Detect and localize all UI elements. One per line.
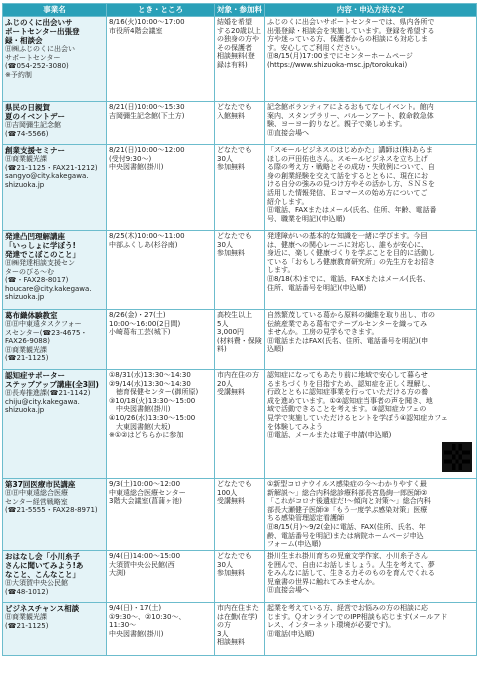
- organizer-line: ㊐吉岡彌生記念館: [5, 121, 61, 129]
- details-line: 成を進めています。①②認知症当事者の声を聞き、地: [267, 396, 433, 405]
- organizer-line: スセンター(☎23-4675・: [5, 328, 88, 337]
- table-row: [3, 310, 477, 370]
- details-line: ませんか。工房の見学もできます。: [267, 328, 379, 337]
- event-title: 県民の日親賀: [5, 103, 50, 112]
- target-line: 録は有料): [217, 60, 248, 69]
- target-line: の独身の方や: [217, 35, 259, 44]
- target-line: (材料費・保険: [217, 336, 262, 345]
- organizer-line: (☎21-5555・FAX28-8971): [5, 506, 98, 515]
- details-line: 見学で実施していただけるヒントを学ぼう④認知症カフェ: [267, 413, 448, 422]
- header-target-fee: 対象・参加料: [215, 4, 265, 17]
- details-cell: [265, 102, 477, 145]
- time-place-line: 大渕): [109, 569, 126, 578]
- details-line: 自然繁茂している葛から原料の繊維を取り出し、市の: [267, 311, 435, 319]
- details-line: 方や迷っている方、保護者からの相談にも対応しま: [267, 35, 428, 44]
- event-table: [2, 3, 477, 656]
- time-place-cell: [107, 479, 215, 551]
- event-cell: [3, 145, 107, 231]
- target-line: どなたでも: [217, 552, 252, 560]
- time-place-line: ※①②はどちらかに参加: [109, 431, 184, 440]
- table-row: [3, 551, 477, 603]
- event-cell: [3, 603, 107, 656]
- details-line: ふじのくに出会いサポートセンターでは、県内各所で: [267, 18, 435, 26]
- details-line: 伝統産業である葛布でテーブルセンターを織ってみ: [267, 319, 428, 328]
- time-place-line: 中央図書館(掛川): [109, 405, 171, 414]
- organizer-line: ㊐㊐中東遠総合医療: [5, 489, 68, 497]
- organizer-line: (☎48-1012): [5, 587, 49, 596]
- organizer-line: houcare@city.kakegawa.: [5, 284, 92, 293]
- details-line: ㊐電話またはFAX(氏名、住所、電話番号を明記)(申: [267, 336, 429, 345]
- time-place-line: ③10/18(火)13:30～15:00: [109, 396, 196, 405]
- organizer-line: ㊐㈱発達相談支援セン: [5, 259, 75, 267]
- target-line: 受講無料: [217, 388, 245, 397]
- organizer-line: sangyo@city.kakegawa.: [5, 172, 89, 181]
- details-line: 行政とともに認知症事業を行っていただける方の養: [267, 388, 428, 397]
- time-place-line: 3階大会議室(菖蒲ヶ池): [109, 497, 182, 506]
- details-cell: [265, 310, 477, 370]
- event-title: ステップアップ講座(全3回): [5, 380, 99, 389]
- details-line: 発達障がいの基本的な知識を一緒に学びます。今回: [267, 232, 428, 240]
- details-line: じます。ＱオンラインでのIPP相談も応じます(メールアド: [267, 612, 448, 621]
- organizer-line: chiju@city.kakegawa.: [5, 397, 80, 406]
- details-line: 児童書の世界に触れてみませんか。: [267, 577, 379, 586]
- details-line: 案内、スタンプラリー、バルーンアート、救命救急体: [267, 111, 434, 120]
- target-line: 30人: [217, 240, 233, 249]
- event-cell: [3, 370, 107, 479]
- time-place-line: 8/26(金)・27(土): [109, 311, 166, 319]
- time-place-cell: [107, 603, 215, 656]
- organizer-line: ※予約制: [5, 70, 32, 79]
- event-title: 認知症サポーター: [5, 371, 65, 380]
- target-line: する20歳以上: [217, 26, 261, 35]
- organizer-line: (☎・FAX28-8017): [5, 276, 69, 285]
- event-title: ふじのくに出会いサ: [5, 18, 73, 27]
- time-place-line: ④10/26(水)13:30～15:00: [109, 413, 196, 422]
- details-cell: [265, 17, 477, 102]
- details-line: レス、インターネット環境が必要です)。: [267, 621, 396, 630]
- time-place-line: 10:00～16:00(2日間): [109, 319, 181, 328]
- details-line: ㊐直接会場へ: [267, 128, 309, 137]
- time-place-cell: [107, 145, 215, 231]
- organizer-line: (☎21-1125): [5, 621, 49, 630]
- target-line: どなたでも: [217, 480, 252, 488]
- header-time-place: とき・ところ: [107, 4, 215, 17]
- event-title: 「いっしょに学ぼう!: [5, 241, 76, 250]
- target-line: 市内在住の方: [217, 371, 259, 379]
- details-line: 齢、電話番号を明記)または病院ホームページ申込: [267, 531, 424, 540]
- target-line: 参加無料: [217, 569, 245, 578]
- target-line: 結婚を希望: [217, 18, 252, 26]
- target-line: の方: [217, 621, 231, 630]
- header-row: [3, 4, 477, 17]
- event-cell: [3, 17, 107, 102]
- time-place-line: 大須賀中央公民館(西: [109, 560, 175, 569]
- details-line: ㊐電話、メールまたは電子申請(申込順): [267, 431, 392, 440]
- time-place-line: 8/21(日)10:00～12:00: [109, 146, 185, 154]
- details-line: るまちづくりを目指すため、認知症を正しく理解し、: [267, 379, 435, 388]
- table-row: [3, 17, 477, 102]
- target-line: どなたでも: [217, 146, 252, 154]
- time-place-cell: [107, 310, 215, 370]
- event-cell: [3, 310, 107, 370]
- organizer-line: ㊐商業観光課: [5, 345, 47, 354]
- time-place-line: 8/16(火)10:00～17:00: [109, 18, 185, 26]
- organizer-line: ㊐商業観光課: [5, 155, 47, 163]
- organizer-line: (☎054-252-3080): [5, 62, 69, 71]
- details-line: フォーム(申込順): [267, 540, 322, 549]
- details-line: ている「おもしろ健康教育研究所」の先生方をお招き: [267, 257, 435, 266]
- details-line: ㊐8/15(月)～9/2(金)に電話、FAX(住所、氏名、年: [267, 522, 426, 531]
- target-line: 市内在住また: [217, 604, 259, 612]
- details-line: ちる感染管理認定看護師: [267, 514, 344, 523]
- table-row: [3, 479, 477, 551]
- target-line: 参加無料: [217, 249, 245, 258]
- header-event-name: 事業名: [3, 4, 107, 17]
- organizer-line: ㊐㊐中東遠タスクフォー: [5, 320, 82, 328]
- event-title: 第37回医療市民講座: [5, 480, 76, 489]
- time-place-cell: [107, 231, 215, 310]
- time-place-cell: [107, 370, 215, 479]
- organizer-line: shizuoka.jp: [5, 180, 45, 189]
- target-fee-cell: [215, 145, 265, 231]
- details-line: を体験してみよう: [267, 422, 323, 431]
- target-line: 20人: [217, 379, 233, 388]
- event-title: 録・相談会: [5, 36, 43, 45]
- event-title: 創業支援セミナー: [5, 146, 65, 155]
- details-line: 認知症になってもあたり前に地域で安心して暮らせ: [267, 371, 428, 379]
- details-line: す。安心してご利用ください。: [267, 43, 365, 52]
- details-line: ほしの戸田佑也さん。スモールビジネスを立ち上げ: [267, 154, 428, 163]
- target-fee-cell: [215, 17, 265, 102]
- organizer-line: ㊐商業観光課: [5, 613, 47, 621]
- details-line: 「これがコロナ後遺症だ!～傾向と対策～」総合内科: [267, 497, 431, 506]
- details-line: 紹介します。: [267, 197, 309, 206]
- target-line: 参加無料: [217, 163, 245, 172]
- details-line: ㊐電話(申込順): [267, 629, 315, 638]
- time-place-line: 9/4(日)14:00～15:00: [109, 552, 181, 560]
- time-place-line: 大東図書館(大坂): [109, 422, 171, 431]
- target-line: どなたでも: [217, 103, 252, 111]
- target-line: 5人: [217, 319, 229, 328]
- details-line: ㊐8/18(木)までに、電話、FAXまたはメール(氏名、: [267, 274, 430, 283]
- details-cell: [265, 479, 477, 551]
- details-line: 号、職業を明記)(申込順): [267, 214, 346, 223]
- target-fee-cell: [215, 231, 265, 310]
- time-place-line: 8/21(日)10:00～15:30: [109, 103, 185, 111]
- event-cell: [3, 102, 107, 145]
- event-cell: [3, 551, 107, 603]
- target-fee-cell: [215, 551, 265, 603]
- details-line: 出張登録・相談会を実施しています。登録を希望する: [267, 26, 435, 35]
- time-place-line: 9/4(日)・17(土): [109, 604, 162, 612]
- details-line: ㊐8/15(月)17:00までにセンターホームページ: [267, 52, 413, 61]
- target-line: 30人: [217, 560, 233, 569]
- time-place-line: 9/3(土)10:00～12:00: [109, 480, 181, 488]
- target-line: どなたでも: [217, 232, 252, 240]
- event-cell: [3, 479, 107, 551]
- target-line: その保護者: [217, 43, 252, 52]
- target-line: は在勤(在学): [217, 612, 258, 621]
- qr-code-icon: [442, 442, 472, 472]
- time-place-line: ②9/14(水)13:30～14:30: [109, 379, 191, 388]
- event-title: ポートセンター出張登: [5, 27, 80, 36]
- organizer-line: ㊐長寿推進課(☎21-1142): [5, 389, 91, 397]
- details-line: は、健康への関心レーニに対応し、誰もが安心に、: [267, 240, 428, 249]
- event-title: ビジネスチャンス相談: [5, 604, 80, 613]
- table-row: [3, 231, 477, 310]
- time-place-line: 吉岡彌生記念館(下土方): [109, 111, 185, 120]
- target-line: 3人: [217, 629, 229, 638]
- details-line: 「スモールビジネスのはじめかた」講師は(株)あらま: [267, 146, 433, 154]
- event-title: 発達凸凹理解講座: [5, 232, 65, 241]
- time-place-line: 中部ふくしあ(杉谷南): [109, 240, 178, 249]
- organizer-line: センター経営戦略室: [5, 497, 68, 506]
- time-place-line: 小崎葛布工芸(城下): [109, 328, 171, 337]
- time-place-line: 市役所4階会議室: [109, 26, 163, 35]
- table-row: [3, 145, 477, 231]
- time-place-line: 中央図書館(掛川): [109, 163, 164, 172]
- details-cell: [265, 231, 477, 310]
- target-line: 相談無料: [217, 638, 245, 647]
- target-line: 高校生以上: [217, 311, 252, 319]
- target-line: 料): [217, 345, 227, 354]
- time-place-line: 徳育保健センター(御所原): [109, 388, 199, 397]
- target-line: 相談無料(登: [217, 52, 255, 61]
- time-place-line: (受付9:30～): [109, 154, 152, 163]
- details-line: (https://www.shizuoka-msc.jp/torokukai): [267, 60, 408, 69]
- target-fee-cell: [215, 102, 265, 145]
- details-line: します。: [267, 266, 295, 275]
- details-cell: [265, 145, 477, 231]
- organizer-line: ㊐㈱ふじのくに出会い: [5, 45, 75, 53]
- table-row: [3, 102, 477, 145]
- details-line: 掛川生まれ掛川育ちの児童文学作家、小川糸子さん: [267, 552, 428, 560]
- event-title: 葛布織体験教室: [5, 311, 58, 320]
- details-line: ける自分の強みの見つけ方やその活かし方、ＳＮＳを: [267, 180, 435, 189]
- details-line: 記念館ボランティアによるおもてなしイベント。館内: [267, 103, 434, 111]
- time-place-line: ①8/31(水)13:30～14:30: [109, 371, 191, 379]
- target-line: 100人: [217, 488, 238, 497]
- details-line: ㊐直接会場へ: [267, 586, 309, 595]
- time-place-cell: [107, 102, 215, 145]
- header-details: 内容・申込方法など: [265, 4, 477, 17]
- time-place-line: 11:30～: [109, 621, 137, 630]
- organizer-line: サポートセンター: [5, 53, 61, 62]
- event-title: なこと、こんなこと」: [5, 570, 80, 579]
- organizer-line: (☎21-1125・FAX21-1212): [5, 163, 98, 172]
- organizer-line: (☎74-5566): [5, 129, 49, 138]
- time-place-line: ①9:30～、②10:30～、: [109, 612, 186, 621]
- target-fee-cell: [215, 479, 265, 551]
- details-line: 域で活動できることを考えます。③認知症カフェの: [267, 405, 427, 414]
- time-place-line: 中東遠総合医療センター: [109, 488, 186, 497]
- event-title: 発達でこぼこのこと」: [5, 250, 80, 259]
- event-title: 夏のイベントデー: [5, 112, 65, 121]
- details-line: を囲んで、自由にお話しましょう。人生を考えて、夢: [267, 560, 435, 569]
- details-line: 住所、電話番号を明記)(申込順): [267, 283, 367, 292]
- target-line: 3,000円: [217, 328, 245, 337]
- time-place-line: 8/25(木)10:00～11:00: [109, 232, 185, 240]
- target-fee-cell: [215, 603, 265, 656]
- details-line: 身近に、楽しく健康づくりを学ぶことを目的に活動し: [267, 249, 435, 258]
- target-fee-cell: [215, 310, 265, 370]
- details-line: 込順): [267, 345, 284, 354]
- time-place-line: 中央図書館(掛川): [109, 629, 164, 638]
- organizer-line: shizuoka.jp: [5, 406, 45, 415]
- details-line: 身の創業経験を交えて話をするとともに、現在にお: [267, 171, 428, 180]
- organizer-line: (☎21-1125): [5, 354, 49, 363]
- details-line: ①新型コロナウイルス感染症の今～わかりやすく最: [267, 480, 427, 488]
- details-cell: [265, 551, 477, 603]
- details-line: 活用した情報発信、Ｅコマースの始め方についてご: [267, 188, 428, 197]
- target-line: 受講無料: [217, 497, 245, 506]
- time-place-cell: [107, 551, 215, 603]
- details-line: をみんなに話して、生きる力そのものを育んでくれる: [267, 569, 435, 578]
- details-line: 験、ヨーヨー釣りなど。親子で楽しめます。: [267, 120, 407, 129]
- organizer-line: ㊐大須賀中央公民館: [5, 579, 68, 587]
- details-cell: [265, 370, 477, 479]
- organizer-line: shizuoka.jp: [5, 293, 45, 302]
- details-line: 部長大瀬健子医師③「もう一度学ぶ感染対策」医療: [267, 505, 428, 514]
- event-title: おはなし会「小川糸子: [5, 552, 80, 561]
- target-fee-cell: [215, 370, 265, 479]
- table-row: [3, 603, 477, 656]
- event-cell: [3, 231, 107, 310]
- target-line: 入館無料: [217, 111, 245, 120]
- details-line: ㊐電話、FAXまたはメール(氏名、住所、年齢、電話番: [267, 206, 437, 215]
- details-line: 起業を考えている方、経営でお悩みの方の相談に応: [267, 604, 428, 612]
- organizer-line: ターのびる～む: [5, 267, 54, 276]
- details-cell: [265, 603, 477, 656]
- table-row: [3, 370, 477, 479]
- event-title: さんに聞いてみよう!あ: [5, 561, 84, 570]
- target-line: 30人: [217, 154, 233, 163]
- organizer-line: FAX26-9088): [5, 337, 50, 346]
- time-place-cell: [107, 17, 215, 102]
- details-line: 新解説～」総合内科総診療科部長宮島絢一郎医師②: [267, 488, 428, 497]
- details-line: る際の考え方・戦略とその成功・失敗例について、自: [267, 163, 435, 172]
